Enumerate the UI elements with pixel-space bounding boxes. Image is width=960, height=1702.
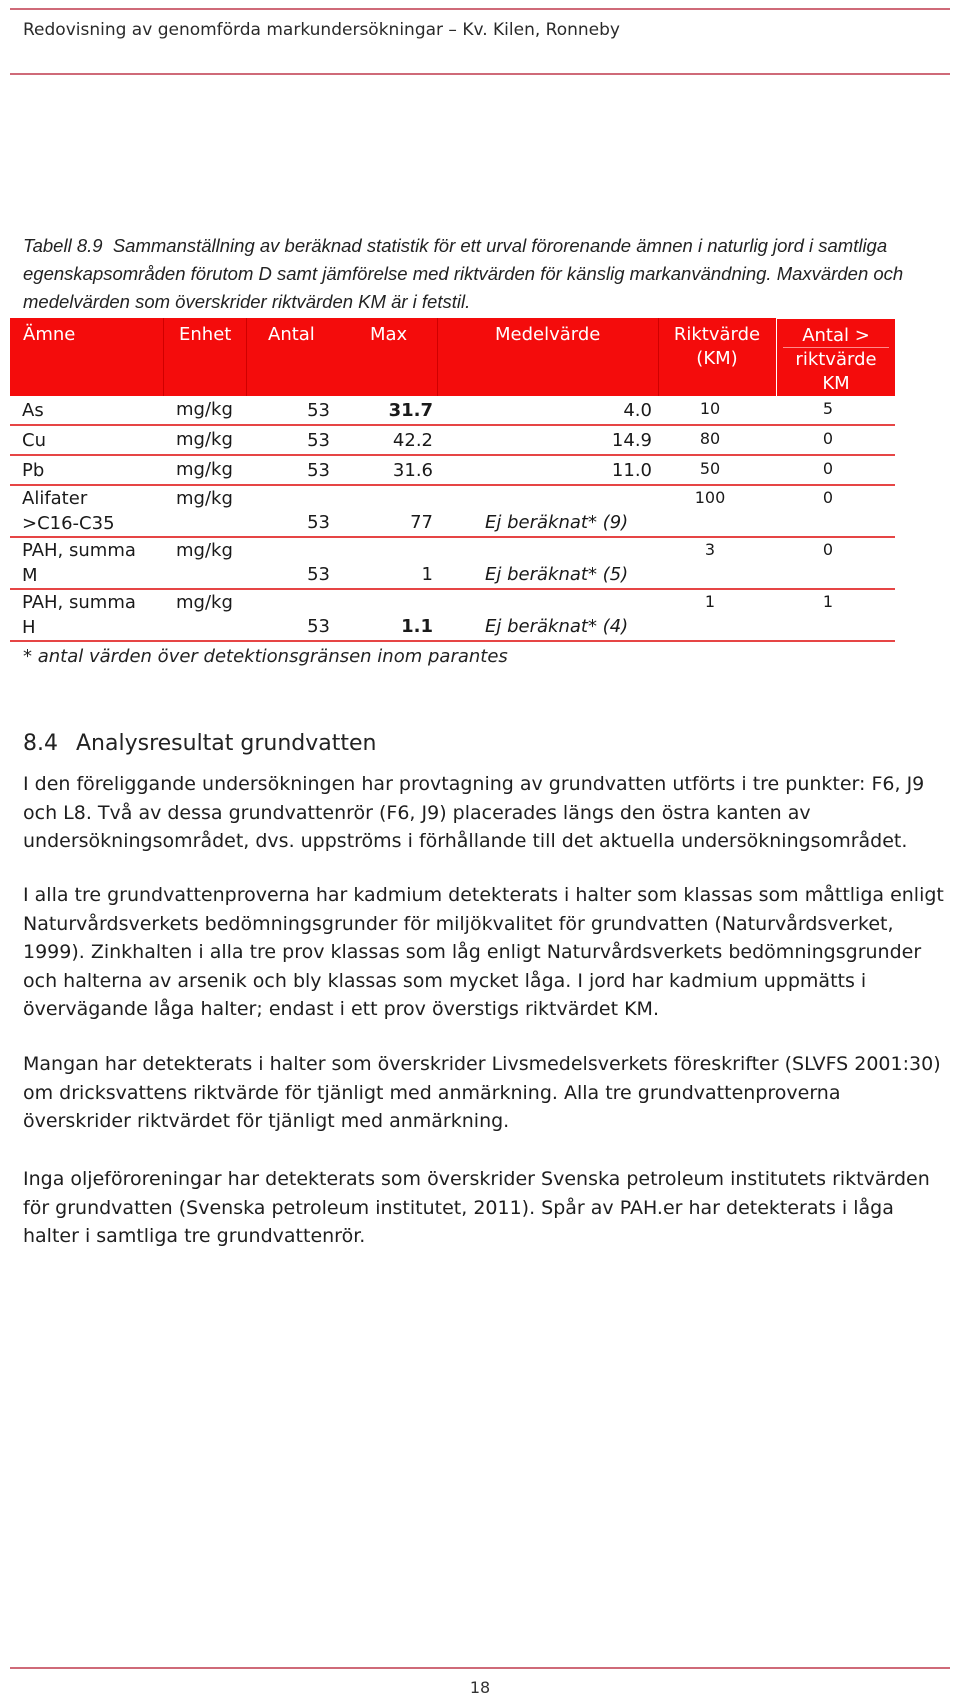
cell-antal: 53 — [307, 564, 330, 585]
header-riktvarde — [658, 323, 776, 371]
cell-amne: As — [22, 400, 44, 421]
cell-antal: 53 — [307, 430, 330, 451]
table-row — [10, 456, 895, 486]
table-row — [10, 426, 895, 456]
cell-amne-line2: M — [22, 565, 38, 586]
header-enhet: Enhet — [179, 324, 232, 345]
cell-max: 31.7 — [388, 400, 433, 421]
cell-amne-line1: PAH, summa — [22, 540, 136, 561]
statistics-table — [10, 318, 895, 642]
cell-antal-over: 0 — [822, 540, 834, 559]
header-medelvarde: Medelvärde — [495, 324, 601, 345]
header-riktvarde-line2: (KM) — [696, 348, 738, 369]
header-antal-over-line3: KM — [822, 373, 850, 394]
table-footnote: * antal värden över detektionsgränsen inom parantes — [23, 646, 508, 667]
paragraph: I alla tre grundvattenproverna har kadmium detekterats i halter som klassas som måttliga enligt Naturvårdsverkets bedömningsgrunder för miljökvalitet för grundvatten (Naturvårdsverket, 1999). Zinkhalten i alla tre prov klassas som låg enligt Naturvårdsverkets bedömningsgrunder och halterna av arsenik och bly klassas som mycket låga. I jord har kadmium uppmätts i övervägande låga halter; endast i ett prov överstigs riktvärdet KM. — [23, 884, 944, 1020]
cell-medel: Ej beräknat* (5) — [485, 564, 629, 585]
cell-amne: Cu — [22, 430, 46, 451]
section-heading — [23, 731, 377, 756]
cell-max: 31.6 — [392, 460, 433, 481]
table-caption — [23, 232, 948, 316]
cell-antal: 53 — [307, 616, 330, 637]
cell-riktvarde: 3 — [704, 540, 716, 559]
header-separator — [246, 318, 247, 396]
cell-max: 1.1 — [401, 616, 433, 637]
cell-enhet: mg/kg — [176, 429, 233, 450]
header-rule-bottom — [10, 73, 950, 75]
cell-amne-line2: H — [22, 617, 36, 638]
table-row — [10, 396, 895, 426]
cell-max: 42.2 — [392, 430, 433, 451]
page-number: 18 — [469, 1678, 491, 1697]
table-row — [10, 590, 895, 642]
header-max: Max — [370, 324, 408, 345]
header-antal-over-line2: riktvärde — [795, 349, 877, 370]
section-number: 8.4 — [23, 731, 58, 756]
footer-rule — [10, 1667, 950, 1669]
cell-antal: 53 — [307, 460, 330, 481]
document-header-title: Redovisning av genomförda markundersökningar – Kv. Kilen, Ronneby — [23, 20, 620, 40]
table-row — [10, 486, 895, 538]
cell-riktvarde: 100 — [694, 488, 726, 507]
cell-riktvarde: 80 — [699, 429, 721, 448]
cell-medel: Ej beräknat* (4) — [485, 616, 629, 637]
cell-antal-over: 0 — [822, 459, 834, 478]
header-antal-over-line1: Antal > — [802, 325, 870, 346]
cell-antal-over: 1 — [822, 592, 834, 611]
paragraph: Mangan har detekterats i halter som överskrider Livsmedelsverkets föreskrifter (SLVFS 2001:30) om dricksvattens riktvärde för tjänligt med anmärkning. Alla tre grundvattenproverna överskrider riktvärdet för tjänligt med anmärkning. — [23, 1053, 941, 1132]
cell-medel: 11.0 — [611, 460, 652, 481]
cell-amne: Pb — [22, 460, 45, 481]
cell-medel: 4.0 — [623, 400, 652, 421]
paragraph: I den föreliggande undersökningen har provtagning av grundvatten utförts i tre punkter: F6, J9 och L8. Två av dessa grundvattenrör (F6, J9) placerades längs den östra kanten av undersökningsområdet, dvs. uppströms i förhållande till det aktuella undersökningsområdet. — [23, 773, 925, 852]
cell-enhet: mg/kg — [176, 459, 233, 480]
header-antal: Antal — [268, 324, 315, 345]
cell-amne-line1: PAH, summa — [22, 592, 136, 613]
cell-enhet: mg/kg — [176, 540, 233, 561]
cell-amne-line2: >C16-C35 — [22, 513, 115, 534]
cell-riktvarde: 50 — [699, 459, 721, 478]
cell-medel: 14.9 — [611, 430, 652, 451]
cell-amne-line1: Alifater — [22, 488, 88, 509]
header-separator — [163, 318, 164, 396]
cell-antal: 53 — [307, 512, 330, 533]
cell-antal-over: 0 — [822, 429, 834, 448]
header-riktvarde-line1: Riktvärde — [673, 324, 761, 345]
cell-enhet: mg/kg — [176, 488, 233, 509]
paragraph: Inga oljeföroreningar har detekterats som överskrider Svenska petroleum institutets riktvärden för grundvatten (Svenska petroleum institutet, 2011). Spår av PAH.er har detekterats i låga halter i samtliga tre grundvattenrör. — [23, 1168, 930, 1247]
header-antal-over — [777, 324, 895, 396]
cell-antal: 53 — [307, 400, 330, 421]
header-separator — [437, 318, 438, 396]
cell-enhet: mg/kg — [176, 592, 233, 613]
header-amne: Ämne — [23, 324, 76, 345]
cell-antal-over: 5 — [822, 399, 834, 418]
table-caption-label: Tabell 8.9 — [23, 235, 103, 256]
cell-riktvarde: 1 — [704, 592, 716, 611]
cell-max: 77 — [410, 512, 433, 533]
table-header — [10, 318, 895, 396]
cell-medel: Ej beräknat* (9) — [485, 512, 629, 533]
table-caption-text: Sammanställning av beräknad statistik för ett urval förorenande ämnen i naturlig jord i samtliga egenskapsområden förutom D samt jämförelse med riktvärden för känslig markanvändning. Maxvärden och medelvärden som överskrider riktvärden KM är i fetstil. — [23, 235, 904, 312]
header-antal-over-cell — [776, 318, 895, 396]
cell-enhet: mg/kg — [176, 399, 233, 420]
cell-riktvarde: 10 — [699, 399, 721, 418]
section-title: Analysresultat grundvatten — [76, 731, 377, 756]
table-row — [10, 538, 895, 590]
cell-antal-over: 0 — [822, 488, 834, 507]
cell-max: 1 — [421, 564, 433, 585]
header-rule-top — [10, 8, 950, 10]
